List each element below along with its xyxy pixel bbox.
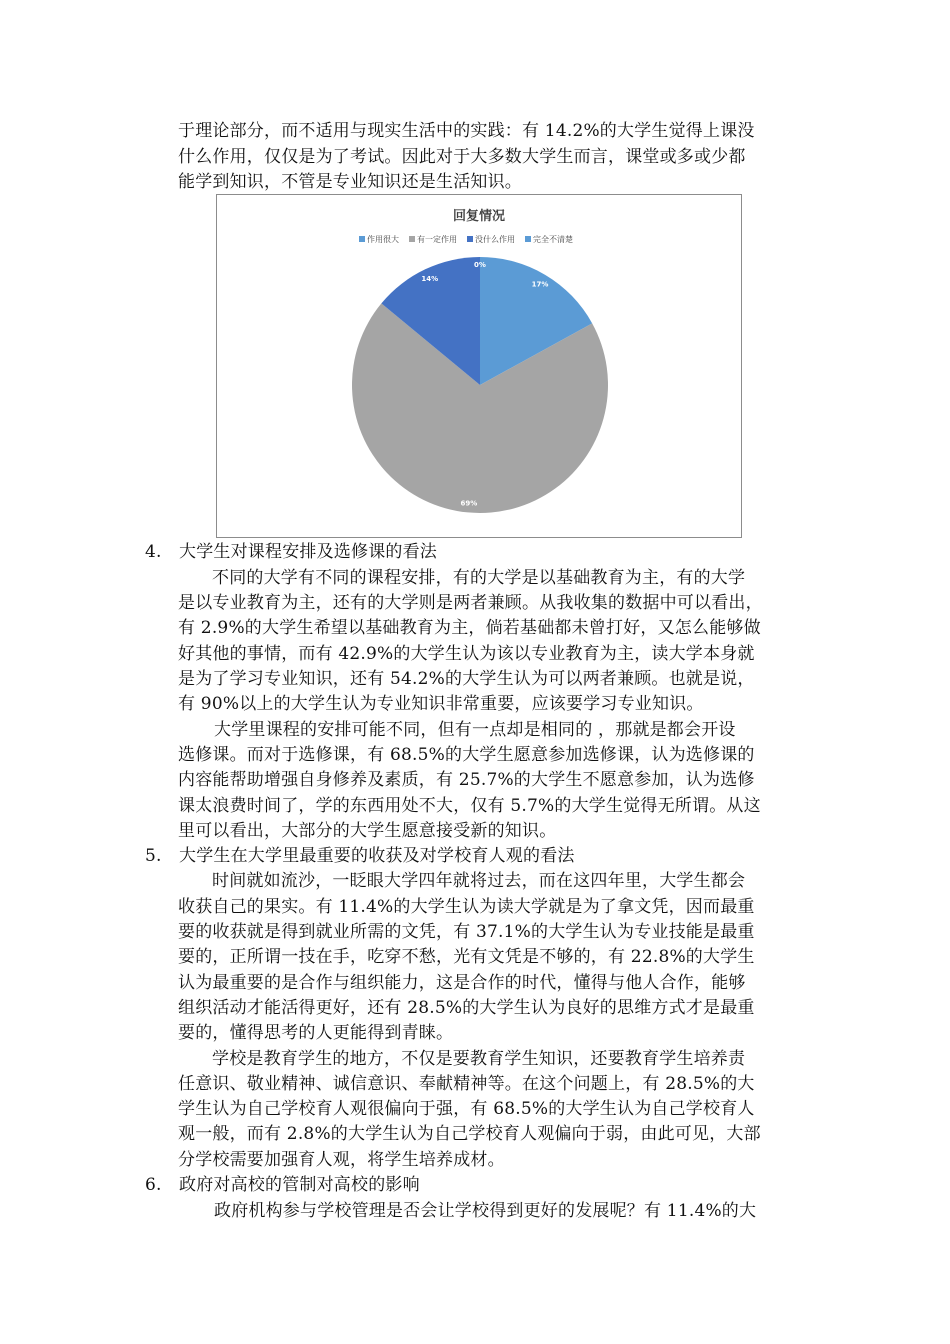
legend-label: 有一定作用 xyxy=(417,235,457,244)
section-number: 5. xyxy=(145,846,162,866)
text-line: 有 90%以上的大学生认为专业知识非常重要，应该要学习专业知识。 xyxy=(178,694,704,714)
text-line: 什么作用，仅仅是为了考试。因此对于大多数大学生而言，课堂或多或少都 xyxy=(178,147,746,167)
text-line: 大学里课程的安排可能不同，但有一点却是相同的 ，那就是都会开设 xyxy=(214,720,736,740)
text-line: 要的，懂得思考的人更能得到青睐。 xyxy=(178,1023,454,1043)
text-line: 分学校需要加强育人观，将学生培养成材。 xyxy=(178,1150,505,1170)
text-line: 收获自己的果实。有 11.4%的大学生认为读大学就是为了拿文凭，因而最重 xyxy=(178,897,755,917)
legend-swatch xyxy=(525,236,531,242)
pie-chart-svg xyxy=(217,195,741,537)
pie-data-label: 0% xyxy=(474,261,486,269)
legend-label: 作用很大 xyxy=(367,235,399,244)
text-line: 内容能帮助增强自身修养及素质，有 25.7%的大学生不愿意参加，认为选修 xyxy=(178,770,755,790)
pie-data-label: 14% xyxy=(421,275,439,284)
text-line: 选修课。而对于选修课，有 68.5%的大学生愿意参加选修课，认为选修课的 xyxy=(178,745,755,765)
legend-label: 完全不清楚 xyxy=(533,235,573,244)
text-line: 要的收获就是得到就业所需的文凭，有 37.1%的大学生认为专业技能是最重 xyxy=(178,922,755,942)
section-title: 政府对高校的管制对高校的影响 xyxy=(179,1175,420,1195)
pie-data-label: 69% xyxy=(460,499,478,508)
chart-legend xyxy=(359,234,573,244)
text-line: 能学到知识，不管是专业知识还是生活知识。 xyxy=(178,172,522,192)
text-line: 是以专业教育为主，还有的大学则是两者兼顾。从我收集的数据中可以看出， xyxy=(178,593,763,613)
section-heading xyxy=(145,539,437,565)
text-line: 认为最重要的是合作与组织能力，这是合作的时代，懂得与他人合作，能够 xyxy=(178,973,746,993)
text-line: 是为了学习专业知识，还有 54.2%的大学生认为可以两者兼顾。也就是说， xyxy=(178,669,755,689)
text-line: 有 2.9%的大学生希望以基础教育为主，倘若基础都未曾打好，又怎么能够做 xyxy=(178,618,761,638)
pie-data-label: 17% xyxy=(531,280,549,289)
section-number: 4. xyxy=(145,542,162,562)
text-line: 课太浪费时间了，学的东西用处不大，仅有 5.7%的大学生觉得无所谓。从这 xyxy=(178,796,761,816)
section-number: 6. xyxy=(145,1175,162,1195)
text-line: 政府机构参与学校管理是否会让学校得到更好的发展呢？有 11.4%的大 xyxy=(214,1201,757,1221)
section-title: 大学生在大学里最重要的收获及对学校育人观的看法 xyxy=(179,846,575,866)
text-line: 学校是教育学生的地方，不仅是要教育学生知识，还要教育学生培养责 xyxy=(212,1049,746,1069)
text-line: 好其他的事情，而有 42.9%的大学生认为该以专业教育为主，读大学本身就 xyxy=(178,644,755,664)
chart-title: 回复情况 xyxy=(452,209,506,224)
text-line: 不同的大学有不同的课程安排，有的大学是以基础教育为主，有的大学 xyxy=(212,568,746,588)
legend-swatch xyxy=(467,236,473,242)
text-line: 学生认为自己学校育人观很偏向于强，有 68.5%的大学生认为自己学校育人 xyxy=(178,1099,755,1119)
legend-swatch xyxy=(359,236,365,242)
text-line: 组织活动才能活得更好，还有 28.5%的大学生认为良好的思维方式才是最重 xyxy=(178,998,755,1018)
pie-slices xyxy=(352,257,608,513)
text-line: 里可以看出，大部分的大学生愿意接受新的知识。 xyxy=(178,821,557,841)
text-line: 于理论部分，而不适用与现实生活中的实践：有 14.2%的大学生觉得上课没 xyxy=(178,121,755,141)
section-heading xyxy=(145,1172,420,1198)
section-heading xyxy=(145,843,575,869)
section-title: 大学生对课程安排及选修课的看法 xyxy=(179,542,437,562)
legend-label: 没什么作用 xyxy=(475,235,515,244)
pie-chart xyxy=(216,194,742,538)
text-line: 要的，正所谓一技在手，吃穿不愁，光有文凭是不够的，有 22.8%的大学生 xyxy=(178,947,755,967)
text-line: 观一般，而有 2.8%的大学生认为自己学校育人观偏向于弱，由此可见，大部 xyxy=(178,1124,761,1144)
text-line: 任意识、敬业精神、诚信意识、奉献精神等。在这个问题上，有 28.5%的大 xyxy=(178,1074,755,1094)
legend-swatch xyxy=(409,236,415,242)
text-line: 时间就如流沙，一眨眼大学四年就将过去，而在这四年里，大学生都会 xyxy=(212,871,746,891)
